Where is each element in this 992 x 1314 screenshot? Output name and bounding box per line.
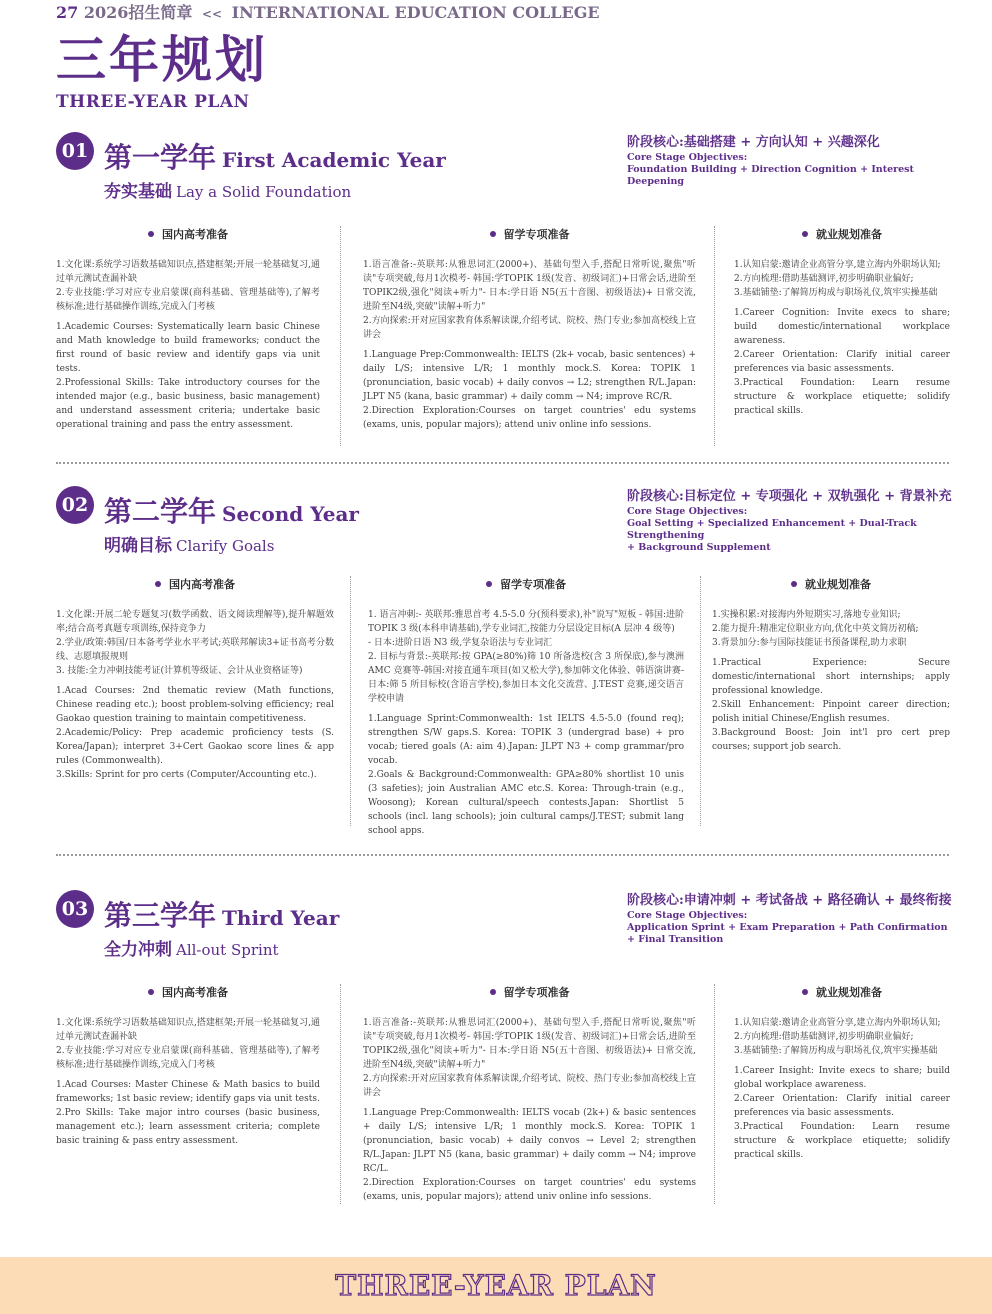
- college-name: INTERNATIONAL EDUCATION COLLEGE: [231, 3, 600, 22]
- bullet-dot-icon: [148, 989, 154, 995]
- core-objectives-cn: 阶段核心:目标定位 + 专项强化 + 双轨强化 + 背景补充: [627, 489, 952, 504]
- column-text-en: 1.Career Insight: Invite execs to share; build global workplace awareness. 2.Career Orientation: Clarify initial career preferences via basic assessments. 3.Practical Foundation: Learn resume structure & workplace etiquette; solidify practical skills.: [734, 1066, 950, 1160]
- year-title: [104, 894, 339, 934]
- footer-band: [0, 1257, 992, 1314]
- page-title: 三年规划: [56, 30, 268, 89]
- column-text-cn: 1.实操积累:对接海内外短期实习,落地专业知识; 2.能力提升:精准定位职业方向,优化中英文简历初稿; 3.背景加分:参与国际技能证书预备课程,助力求职: [712, 610, 919, 648]
- bullet-dot-icon: [155, 581, 161, 587]
- core-objectives-label: Core Stage Objectives:: [627, 152, 748, 163]
- year-subtitle: [104, 177, 351, 202]
- core-objectives-en-cont: + Final Transition: [627, 934, 724, 945]
- column-heading: 国内高考准备: [56, 576, 334, 592]
- column-heading: 就业规划准备: [734, 984, 950, 1000]
- core-objectives-en: Goal Setting + Specialized Enhancement + Dual-Track Strengthening: [627, 518, 917, 541]
- year-subtitle: [104, 531, 274, 556]
- separator-chevrons: <<: [201, 7, 223, 21]
- column-text-cn: 1.文化课:开展二轮专题复习(数学函数、语文阅读理解等),提升解题效率;结合高考真题专项训练,保持竞争力 2.学业/政策:韩国/日本备考学业水平考试;英联邦解读3+证书高考分数线、志愿填报规则 3. 技能:全力冲刺技能考证(计算机等级证、会计从业资格证等): [56, 610, 334, 676]
- year-title-cn: 第三学年: [104, 899, 217, 932]
- core-objectives: [627, 488, 957, 554]
- column-divider: [714, 226, 715, 446]
- column-text-en: 1.Acad Courses: Master Chinese & Math basics to build frameworks; 1st basic review; identify gaps via unit tests. 2.Pro Skills: Take major intro courses (basic business, management etc.); learn assessment criteria; complete basic training & pass entry assessment.: [56, 1080, 320, 1146]
- core-objectives: [627, 134, 957, 188]
- column-heading: 留学专项准备: [363, 226, 696, 242]
- column-text-en: 1.Language Prep:Commonwealth: IELTS vocab (2k+) & basic sentences + daily L/S; intensive L/R; 1 monthly mock.S. Korea: TOPIK 1 (pronunciation, basic vocab) + daily convos → Level 2; strengthen R/L.Japan: JLPT N5 (kana, basic grammar) + daily comm → N4; improve RC/L. 2.Direction Exploration:Courses on target countries' edu systems (exams, unis, popular majors); attend univ online info sessions.: [363, 1108, 696, 1202]
- column-text-en: 1.Language Prep:Commonwealth: IELTS (2k+ vocab, basic sentences) + daily L/S; intensive L/R; 1 monthly mock.S. Korea: TOPIK 1 (pronunciation, basic vocab) + daily convos → L2; strengthen R/L.Japan: JLPT N5 (kana, basic grammar) + daily comm → N4; improve RC/R. 2.Direction Exploration:Courses on target countries' edu systems (exams, unis, popular majors); attend univ online info sessions.: [363, 350, 696, 430]
- year-subtitle-cn: 明确目标: [104, 536, 172, 556]
- bullet-dot-icon: [791, 581, 797, 587]
- column-divider: [340, 226, 341, 446]
- bullet-dot-icon: [490, 989, 496, 995]
- bullet-dot-icon: [148, 231, 154, 237]
- bullet-dot-icon: [802, 989, 808, 995]
- core-objectives-cn: 阶段核心:基础搭建 + 方向认知 + 兴趣深化: [627, 135, 880, 150]
- column-divider: [340, 984, 341, 1204]
- column-text-cn: 1. 语言冲刺:- 英联邦:雅思首考 4.5-5.0 分(预科要求),补"说写"短板 - 韩国:进阶 TOPIK 3 级(本科申请基础),学专业词汇,按能力分层设定目标(A 层冲 4 级等) - 日本:进阶日语 N3 级,学复杂语法与专业词汇 2. 目标与背景:-英联邦:按 GPA(≥80%)筛 10 所备选校(含 3 所保底),参与澳洲 AMC 竞赛等-韩国:对接直通车项目(如又松大学),参加韩文化体验、韩语演讲赛-日本:筛 5 所目标校(含语言学校),参加日本文化交流营、J.TEST 竞赛,递交语言学校申请: [368, 610, 684, 704]
- column-text-cn: 1.语言准备:-英联邦:从雅思词汇(2000+)、基础句型入手,搭配日常听说,聚焦"听读"专项突破,每月1次模考- 韩国:学TOPIK 1级(发音、初级词汇)+日常会话,进阶至TOPIK2级,强化"阅读+听力"- 日本:学日语 N5(五十音图、初级语法)+ 日常交流,进阶至N4级,突破"读解+听力" 2.方向探索:开对应国家教育体系解读课,介绍考试、院校、热门专业;参加高校线上宣讲会: [363, 1018, 696, 1098]
- column-domestic: [56, 984, 320, 1148]
- page-number: 27: [56, 3, 79, 22]
- year-title-en: First Academic Year: [222, 148, 446, 172]
- year-title-cn: 第一学年: [104, 141, 217, 174]
- column-text-cn: 1.认知启蒙:邀请企业高管分享,建立海内外职场认知; 2.方向梳理:借助基础测评,初步明确职业偏好; 3.基础铺垫:了解简历构成与职场礼仪,筑牢实操基础: [734, 1018, 941, 1056]
- column-domestic: [56, 576, 334, 782]
- column-text-en: 1.Practical Experience: Secure domestic/international short internships; apply professional knowledge. 2.Skill Enhancement: Pinpoint career direction; polish initial Chinese/English resumes. 3.Background Boost: Join int'l pro cert prep courses; support job search.: [712, 658, 950, 752]
- column-heading: 国内高考准备: [56, 984, 320, 1000]
- column-heading: 就业规划准备: [712, 576, 950, 592]
- year-title: [104, 490, 359, 530]
- column-text-en: 1.Academic Courses: Systematically learn basic Chinese and Math knowledge to build frameworks; conduct the first round of basic review and identify gaps via unit tests. 2.Professional Skills: Take introductory courses for the intended major (e.g., basic business, basic management) and understand assessment criteria; undertake basic operational training and pass the entry assessment.: [56, 322, 320, 430]
- column-career: [734, 226, 950, 418]
- section-divider: [56, 462, 949, 464]
- column-heading: 就业规划准备: [734, 226, 950, 242]
- year-subtitle-cn: 全力冲刺: [104, 940, 172, 960]
- core-objectives-label: Core Stage Objectives:: [627, 506, 748, 517]
- year-number-badge: 03: [56, 890, 94, 928]
- bullet-dot-icon: [486, 581, 492, 587]
- core-objectives-label: Core Stage Objectives:: [627, 910, 748, 921]
- column-divider: [700, 576, 701, 826]
- column-text-cn: 1.认知启蒙:邀请企业高管分享,建立海内外职场认知; 2.方向梳理:借助基础测评,初步明确职业偏好; 3.基础铺垫:了解简历构成与职场礼仪,筑牢实操基础: [734, 260, 941, 298]
- year-subtitle-en: Clarify Goals: [176, 537, 275, 555]
- core-objectives-cn: 阶段核心:申请冲刺 + 考试备战 + 路径确认 + 最终衔接: [627, 893, 952, 908]
- core-objectives-en: Application Sprint + Exam Preparation + Path Confirmation: [627, 922, 948, 933]
- core-objectives: [627, 892, 957, 946]
- column-heading: 留学专项准备: [368, 576, 684, 592]
- column-career: [734, 984, 950, 1162]
- year-subtitle-cn: 夯实基础: [104, 182, 172, 202]
- year-title: [104, 136, 446, 176]
- year-title-en: Second Year: [222, 502, 359, 526]
- page-header: [56, 0, 600, 22]
- brochure-title: 2026招生简章: [83, 3, 193, 22]
- column-text-en: 1.Career Cognition: Invite execs to share; build domestic/international workplace awareness. 2.Career Orientation: Clarify initial career preferences via basic assessments. 3.Practical Foundation: Learn resume structure & workplace etiquette; solidify practical skills.: [734, 308, 950, 416]
- column-text-cn: 1.文化课:系统学习语数基础知识点,搭建框架;开展一轮基础复习,通过单元测试查漏补缺 2.专业技能:学习对应专业启蒙课(商科基础、管理基础等),了解考核标准;进行基础操作训练,完成入门考核: [56, 1018, 320, 1070]
- column-text-cn: 1.语言准备:-英联邦:从雅思词汇(2000+)、基础句型入手,搭配日常听说,聚焦"听读"专项突破,每月1次模考- 韩国:学TOPIK 1级(发音、初级词汇)+日常会话,进阶至TOPIK2级,强化"阅读+听力"- 日本:学日语 N5(五十音图、初级语法)+ 日常交流,进阶至N4级,突破"读解+听力" 2.方向探索:开对应国家教育体系解读课,介绍考试、院校、热门专业;参加高校线上宣讲会: [363, 260, 696, 340]
- year-title-cn: 第二学年: [104, 495, 217, 528]
- column-divider: [350, 576, 351, 826]
- year-number-badge: 01: [56, 132, 94, 170]
- year-subtitle-en: Lay a Solid Foundation: [176, 183, 352, 201]
- year-subtitle-en: All-out Sprint: [176, 941, 279, 959]
- core-objectives-en-cont: + Background Supplement: [627, 542, 771, 553]
- year-subtitle: [104, 935, 279, 960]
- column-text-en: 1.Acad Courses: 2nd thematic review (Math functions, Chinese reading etc.); boost problem-solving efficiency; real Gaokao question training to maintain competitiveness. 2.Academic/Policy: Prep academic proficiency tests (S. Korea/Japan); interpret 3+Cert Gaokao score lines & app rules (Commonwealth). 3.Skills: Sprint for pro certs (Computer/Accounting etc.).: [56, 686, 334, 780]
- column-domestic: [56, 226, 320, 432]
- page-subtitle: THREE-YEAR PLAN: [56, 92, 250, 112]
- year-title-en: Third Year: [222, 906, 340, 930]
- column-study-abroad: [363, 984, 696, 1204]
- footer-title: THREE-YEAR PLAN: [335, 1269, 657, 1302]
- core-objectives-en: Foundation Building + Direction Cognition + Interest Deepening: [627, 164, 914, 187]
- column-career: [712, 576, 950, 754]
- column-heading: 国内高考准备: [56, 226, 320, 242]
- section-divider: [56, 854, 949, 856]
- column-text-cn: 1.文化课:系统学习语数基础知识点,搭建框架;开展一轮基础复习,通过单元测试查漏补缺 2.专业技能:学习对应专业启蒙课(商科基础、管理基础等),了解考核标准;进行基础操作训练,完成入门考核: [56, 260, 320, 312]
- year-number-badge: 02: [56, 486, 94, 524]
- column-text-en: 1.Language Sprint:Commonwealth: 1st IELTS 4.5-5.0 (found req); strengthen S/W gaps.S. Korea: TOPIK 3 (undergrad base) + pro vocab; tiered goals (A: aim 4).Japan: JLPT N3 + comp grammar/pro vocab. 2.Goals & Background:Commonwealth: GPA≥80% shortlist 10 unis (3 safeties); join Australian AMC etc.S. Korea: Through-train (e.g., Woosong); Korean cultural/speech contests.Japan: Shortlist 5 schools (incl. lang schools); join cultural camps/J.TEST; submit lang school apps.: [368, 714, 684, 836]
- column-study-abroad: [363, 226, 696, 432]
- bullet-dot-icon: [490, 231, 496, 237]
- column-divider: [714, 984, 715, 1204]
- column-study-abroad: [368, 576, 684, 838]
- column-heading: 留学专项准备: [363, 984, 696, 1000]
- bullet-dot-icon: [802, 231, 808, 237]
